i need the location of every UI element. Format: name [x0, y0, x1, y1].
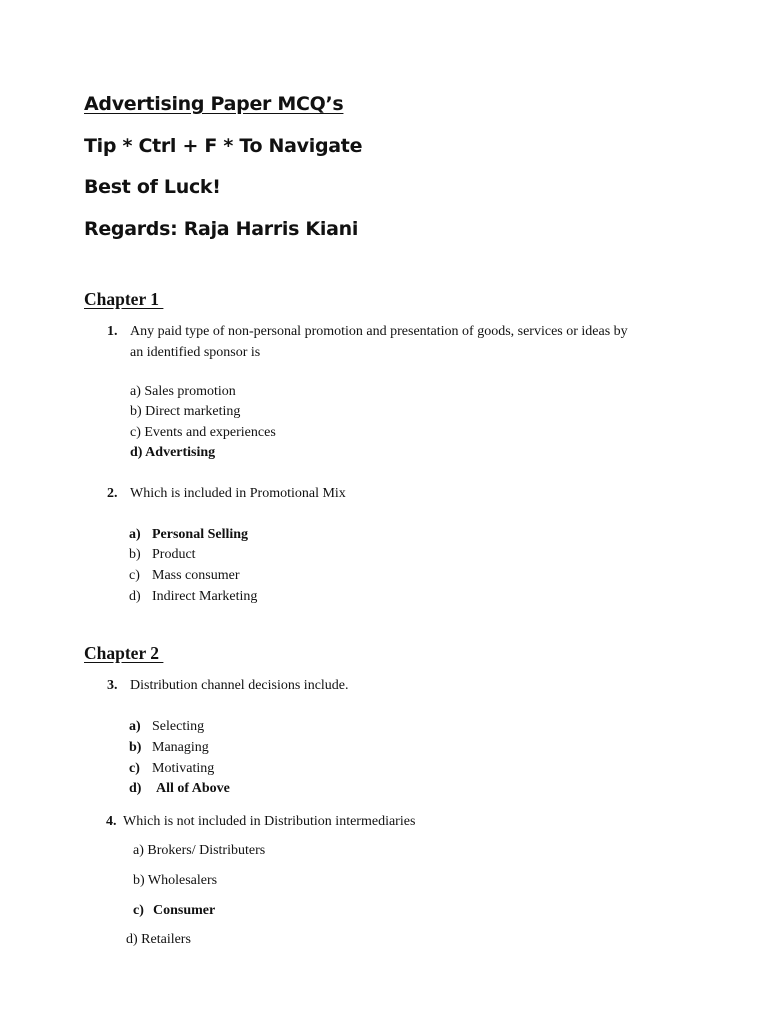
option-b: b) Direct marketing [130, 404, 241, 419]
option-a: a) Brokers/ Distributers [133, 843, 266, 858]
option-c: c) Events and experiences [130, 425, 276, 440]
chapter-2-heading: Chapter 2 [84, 643, 164, 663]
question-text: Distribution channel decisions include. [130, 678, 349, 693]
option-d-correct-answer: All of Above [156, 781, 230, 796]
option-a-correct-answer: Personal Selling [152, 527, 249, 542]
option-b: b) Wholesalers [133, 873, 218, 888]
option-d: Indirect Marketing [152, 589, 258, 604]
question-number: 2. [107, 486, 118, 501]
document-title: Advertising Paper MCQ’s [84, 93, 344, 115]
option-a-letter: a) [129, 719, 141, 734]
question-text-continued: an identified sponsor is [130, 345, 261, 360]
option-c-letter: c) [129, 761, 140, 776]
option-a: a) Sales promotion [130, 384, 236, 399]
option-c-letter: c) [129, 568, 140, 583]
option-c: Mass consumer [152, 568, 240, 583]
option-b: Product [152, 547, 196, 562]
navigation-tip: Tip * Ctrl + F * To Navigate [84, 135, 363, 157]
option-d-correct-answer: d) Advertising [130, 445, 216, 460]
option-d-letter: d) [129, 589, 141, 604]
question-number: 4. [106, 814, 117, 829]
option-d: d) Retailers [126, 932, 191, 947]
option-b: Managing [152, 740, 209, 755]
question-number: 1. [107, 324, 118, 339]
regards-line: Regards: Raja Harris Kiani [84, 218, 359, 240]
question-text: Which is not included in Distribution intermediaries [123, 814, 416, 829]
best-of-luck: Best of Luck! [84, 176, 221, 198]
chapter-1-heading: Chapter 1 [84, 289, 164, 309]
option-b-letter: b) [129, 740, 142, 755]
option-b-letter: b) [129, 547, 141, 562]
question-text: Which is included in Promotional Mix [130, 486, 346, 501]
option-c-letter: c) [133, 903, 144, 918]
option-a-letter: a) [129, 527, 141, 542]
option-c-correct-answer: Consumer [153, 903, 216, 918]
question-number: 3. [107, 678, 118, 693]
option-c: Motivating [152, 761, 215, 776]
option-a: Selecting [152, 719, 205, 734]
option-d-letter: d) [129, 781, 142, 796]
question-text: Any paid type of non-personal promotion and presentation of goods, services or ideas by [130, 324, 628, 339]
